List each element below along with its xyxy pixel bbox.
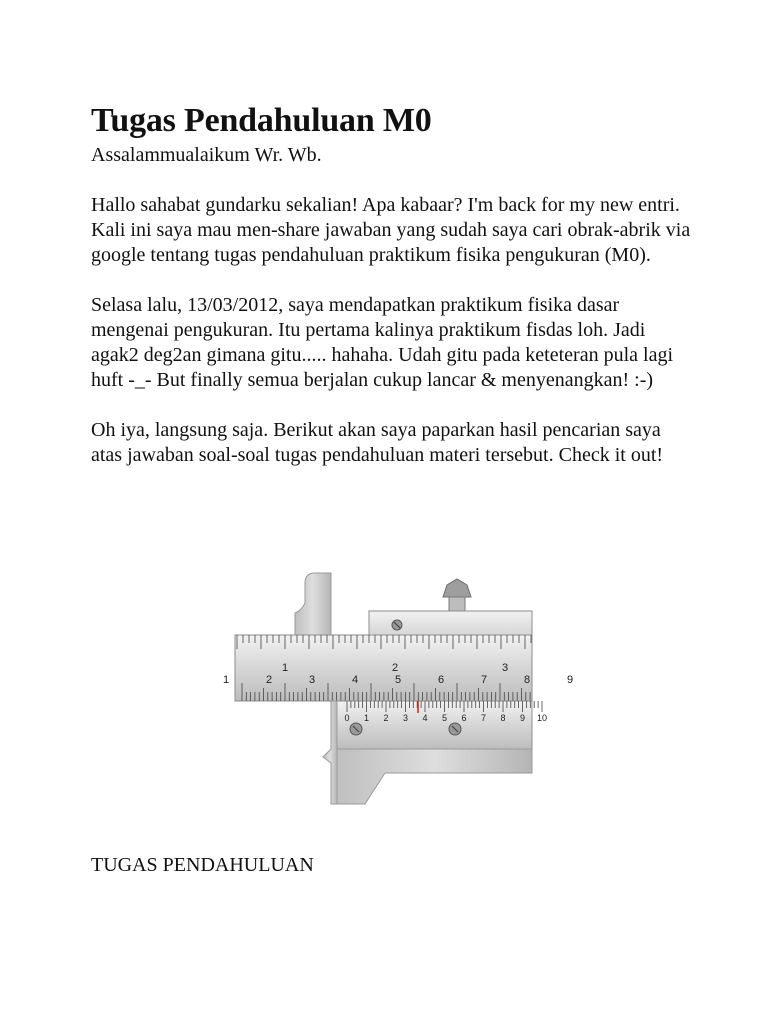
vernier-scale-label: 5 — [441, 713, 448, 723]
main-scale-label: 5 — [394, 674, 402, 686]
vernier-scale-label: 3 — [402, 713, 409, 723]
main-scale-label: 1 — [222, 674, 230, 686]
paragraph-transition: Oh iya, langsung saja. Berikut akan saya paparkan hasil pencarian saya atas jawaban soal-soal tugas pendahuluan materi tersebut. Check it out! — [91, 418, 664, 466]
greeting: Assalammualaikum Wr. Wb. — [91, 143, 322, 166]
main-scale-label: 6 — [437, 674, 445, 686]
main-scale-label: 8 — [523, 674, 531, 686]
page-title: Tugas Pendahuluan M0 — [91, 102, 432, 139]
vernier-caliper-image — [222, 573, 574, 804]
vernier-scale-label: 8 — [500, 713, 506, 723]
vernier-scale-label: 4 — [422, 713, 428, 723]
vernier-scale-label: 0 — [344, 713, 350, 723]
paragraph-intro: Hallo sahabat gundarku sekalian! Apa kabaar? I'm back for my new entri. Kali ini saya mau men-share jawaban yang sudah saya cari obrak-abrik via google tentang tugas pendahuluan praktikum fisika pengukuran (M0). — [91, 193, 691, 266]
vernier-scale-label: 10 — [536, 713, 548, 723]
main-scale-label: 4 — [351, 674, 359, 686]
inch-scale-label: 1 — [281, 662, 289, 674]
section-heading: TUGAS PENDAHULUAN — [91, 854, 314, 876]
inch-scale-label: 2 — [391, 662, 399, 674]
inch-scale-label: 3 — [501, 662, 509, 674]
paragraph-story: Selasa lalu, 13/03/2012, saya mendapatkan praktikum fisika dasar mengenai pengukuran. Itu pertama kalinya praktikum fisdas loh. Jadi agak2 deg2an gimana gitu..... hahaha. Udah gitu pada keteteran pula lagi huft -_- But finally semua berjalan cukup lancar & menyenangkan! :-) — [91, 293, 674, 391]
vernier-scale-label: 1 — [363, 713, 370, 723]
main-scale-label: 7 — [480, 674, 488, 686]
main-scale-label: 2 — [265, 674, 273, 686]
vernier-scale-label: 9 — [519, 713, 526, 723]
vernier-scale-label: 7 — [480, 713, 487, 723]
article — [91, 100, 691, 468]
main-scale-label: 3 — [308, 674, 316, 686]
vernier-scale-label: 6 — [461, 713, 467, 723]
vernier-scale-label: 2 — [383, 713, 389, 723]
main-scale-label: 9 — [566, 674, 574, 686]
